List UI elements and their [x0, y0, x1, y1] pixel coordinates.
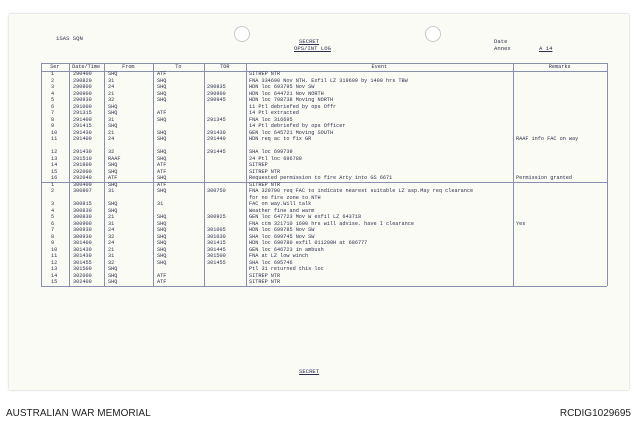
col-from: 32 [108, 259, 115, 266]
col-date-time: 301430 [73, 246, 92, 253]
col-date-time: 300830 [73, 207, 92, 214]
col-to: SHQ [157, 175, 167, 181]
unit-name: 1SAS SQN [56, 35, 83, 42]
col-to: SHQ [157, 90, 167, 97]
col-event: Requested permission to fire Arty into GS 6671 [249, 175, 393, 181]
col-date-time: 302000 [73, 272, 92, 279]
col-from: SHQ [108, 110, 118, 116]
col-to: 31 [157, 201, 164, 207]
col-event: HDN loc 693795 Nov SW [249, 84, 315, 90]
col-to: SHQ [157, 136, 167, 142]
col-from: 21 [108, 214, 115, 220]
col-date-time-header: Date/Time [72, 64, 101, 70]
col-date-time: 291000 [73, 103, 92, 110]
col-to-header: To [175, 64, 182, 70]
col-to: ATF [157, 71, 167, 77]
col-from: 31 [108, 116, 115, 123]
col-event: FNA 334690 Nov NTH. Exfil LZ 319699 by 1400 hrs TBW [249, 77, 408, 84]
col-date-time: 300900 [73, 220, 92, 227]
col-date-time: 291430 [73, 129, 92, 136]
col-event: HDN loc 644721 Nov NORTH [249, 90, 324, 97]
col-from: 24 [108, 84, 115, 90]
col-event: FNA loc 316695 [249, 116, 293, 123]
col-tor-header: TOR [220, 64, 230, 70]
col-event: HDN loc 690780 exfil 011200H at 686777 [249, 240, 368, 246]
col-ser: 14 [51, 272, 58, 279]
col-date-time: 301500 [73, 266, 92, 272]
col-date-time: 290800 [73, 84, 92, 90]
col-to: SHQ [157, 240, 167, 246]
col-ser: 6 [51, 103, 55, 110]
annex-label: Annex [494, 45, 511, 52]
col-event: SITREP [249, 162, 268, 168]
col-event: FAC on way.Will talk [249, 201, 312, 207]
col-tor: 290900 [207, 90, 226, 97]
col-tor: 301030 [207, 233, 226, 240]
col-to: SHQ [157, 77, 167, 84]
col-from: 31 [108, 188, 115, 194]
col-event: 14 Ptl extracted [249, 110, 299, 116]
col-ser: 15 [51, 279, 58, 285]
col-event: Ptl 31 returned this loc [249, 266, 324, 272]
col-event-header: Event [371, 64, 388, 70]
col-from: SHQ [108, 266, 118, 272]
col-date-time: 290930 [73, 97, 92, 103]
col-tor: 291440 [207, 136, 226, 142]
col-to: SHQ [157, 214, 167, 220]
col-ser: 10 [51, 246, 58, 253]
table-row [41, 279, 607, 286]
col-to: SHQ [157, 84, 167, 90]
col-to: SHQ [157, 220, 167, 227]
col-tor: 301005 [207, 227, 226, 233]
col-date-time: 290900 [73, 90, 92, 97]
col-ser: 5 [51, 214, 55, 220]
col-event: 14 Ptl debriefed by ops Officer [249, 123, 346, 129]
col-ser: 16 [51, 175, 58, 181]
col-date-time: 290400 [73, 71, 92, 77]
col-to: SHQ [157, 97, 167, 103]
log-title: OPS/INT LOG [294, 45, 331, 52]
col-remarks: Permission granted [516, 175, 573, 181]
col-from: SHQ [108, 103, 118, 110]
col-ser: 11 [51, 253, 58, 259]
col-ser: 2 [51, 77, 55, 84]
classification-bottom: SECRET [299, 368, 320, 375]
col-ser: 3 [51, 84, 55, 90]
col-from: 21 [108, 90, 115, 97]
col-date-time: 291415 [73, 123, 92, 129]
col-date-time: 302400 [73, 279, 92, 285]
col-date-time: 291510 [73, 155, 92, 162]
col-event: SITREP NTR [249, 181, 281, 188]
col-from: 24 [108, 227, 115, 233]
col-ser: 9 [51, 240, 55, 246]
col-date-time: 301455 [73, 259, 92, 266]
col-to: SHQ [157, 116, 167, 123]
col-ser: 10 [51, 129, 58, 136]
col-date-time: 290820 [73, 77, 92, 84]
punch-hole-right [425, 26, 441, 42]
col-ser: 8 [51, 116, 55, 123]
date-label: Date [494, 38, 508, 45]
col-from-header: From [122, 64, 135, 70]
col-remarks-header: Remarks [548, 64, 571, 70]
col-ser: 11 [51, 136, 58, 142]
col-from: SHQ [108, 279, 118, 285]
col-ser: 1 [51, 71, 55, 77]
col-date-time: 292040 [73, 175, 92, 181]
col-to: SHQ [157, 149, 167, 155]
col-ser: 7 [51, 227, 55, 233]
col-event: GEN loc 646723 in ambush [249, 246, 324, 253]
col-to: SHQ [157, 129, 167, 136]
col-from: SHQ [108, 123, 118, 129]
col-event: SHA loc 699745 Nov SW [249, 233, 315, 240]
col-tor: 301445 [207, 246, 226, 253]
col-tor: 301500 [207, 253, 226, 259]
col-date-time: 300815 [73, 201, 92, 207]
col-date-time: 300930 [73, 233, 92, 240]
col-tor: 291445 [207, 149, 226, 155]
col-ser: 7 [51, 110, 55, 116]
col-ser: 13 [51, 266, 58, 272]
col-date-time: 300400 [73, 181, 92, 188]
col-date-time: 291400 [73, 136, 92, 142]
col-ser: 5 [51, 97, 55, 103]
col-event: SITREP NTR [249, 272, 281, 279]
col-event: HDN loc 699785 Nov SW [249, 227, 315, 233]
col-to: SHQ [157, 188, 167, 194]
col-event: SITREP NTR [249, 279, 281, 285]
col-event: SITREP NTR [249, 71, 281, 77]
col-event: Weather fine and warm [249, 207, 315, 214]
col-from: SHQ [108, 162, 118, 168]
col-from: 24 [108, 136, 115, 142]
col-to: SHQ [157, 233, 167, 240]
col-from: 31 [108, 220, 115, 227]
col-event: GEN loc 645721 Moving SOUTH [249, 129, 334, 136]
col-ser: 12 [51, 149, 58, 155]
col-date-time: 291800 [73, 162, 92, 168]
col-event: GEN loc 647723 Mov W exfil LZ 643718 [249, 214, 362, 220]
col-date-time: 291315 [73, 110, 92, 116]
col-tor: 300750 [207, 188, 226, 194]
col-from: 24 [108, 240, 115, 246]
col-ser: 12 [51, 259, 58, 266]
col-from: SHQ [108, 201, 118, 207]
col-event: FNA 320700 req FAC to indicate nearest suitable LZ asp.May req clearance [249, 188, 474, 194]
col-event: for no fire zone to NTH [249, 194, 321, 201]
col-ser: 2 [51, 188, 55, 194]
col-to: SHQ [157, 227, 167, 233]
col-from: ATF [108, 175, 118, 181]
col-tor: 290835 [207, 84, 226, 90]
col-remarks: Yes [516, 220, 526, 227]
col-tor: 290945 [207, 97, 226, 103]
col-to: SHQ [157, 246, 167, 253]
col-ser: 3 [51, 201, 55, 207]
col-tor: 300925 [207, 214, 226, 220]
col-to: SHQ [157, 253, 167, 259]
col-to: ATF [157, 162, 167, 168]
col-remarks: RAAF info FAC on way [516, 136, 579, 142]
col-to: ATF [157, 168, 167, 175]
col-date-time: 291430 [73, 149, 92, 155]
col-event: FNA at LZ low winch [249, 253, 309, 259]
col-tor: 291345 [207, 116, 226, 123]
col-ser-header: Ser [50, 64, 60, 70]
col-to: SHQ [157, 155, 167, 162]
col-from: 31 [108, 77, 115, 84]
col-date-time: 292000 [73, 168, 92, 175]
footer-reference: RCDIG1029695 [559, 408, 631, 419]
col-event: 24 Ptl loc 696789 [249, 155, 302, 162]
col-ser: 13 [51, 155, 58, 162]
column-divider [607, 63, 608, 286]
col-tor: 291430 [207, 129, 226, 136]
col-from: 21 [108, 246, 115, 253]
annex-value: A 14 [539, 45, 553, 52]
col-from: RAAF [108, 155, 121, 162]
col-date-time: 301400 [73, 240, 92, 246]
col-event: HDN loc 708738 Moving NORTH [249, 97, 334, 103]
col-event: SHA loc 699739 [249, 149, 293, 155]
col-to: ATF [157, 110, 167, 116]
col-from: SHQ [108, 181, 118, 188]
table-header [41, 64, 607, 71]
col-from: 31 [108, 253, 115, 259]
col-event: HDN req ac to fix GR [249, 136, 312, 142]
col-ser: 8 [51, 233, 55, 240]
footer-institution: AUSTRALIAN WAR MEMORIAL [6, 408, 151, 419]
punch-hole-left [234, 26, 250, 42]
col-from: 21 [108, 129, 115, 136]
col-to: ATF [157, 279, 167, 285]
col-ser: 15 [51, 168, 58, 175]
col-ser: 14 [51, 162, 58, 168]
col-from: 32 [108, 97, 115, 103]
col-event: FNA ctm 321710 1600 hrs will advise. have I clearance [249, 220, 414, 227]
col-event: 11 Ptl debriefed by ops Offr [249, 103, 337, 110]
col-from: SHQ [108, 272, 118, 279]
col-from: SHQ [108, 168, 118, 175]
col-event: SHA loc 695746 [249, 259, 293, 266]
col-to: ATF [157, 272, 167, 279]
col-to: SHQ [157, 259, 167, 266]
col-date-time: 300807 [73, 188, 92, 194]
col-from: 32 [108, 233, 115, 240]
table-bottom-rule [41, 286, 607, 287]
col-date-time: 300930 [73, 227, 92, 233]
col-date-time: 291400 [73, 116, 92, 123]
col-tor: 301455 [207, 259, 226, 266]
col-ser: 4 [51, 90, 55, 97]
col-date-time: 301430 [73, 253, 92, 259]
col-from: SHQ [108, 71, 118, 77]
col-ser: 4 [51, 207, 55, 214]
col-tor: 301415 [207, 240, 226, 246]
col-ser: 6 [51, 220, 55, 227]
col-ser: 1 [51, 181, 55, 188]
col-from: SHQ [108, 207, 118, 214]
col-from: 32 [108, 149, 115, 155]
col-to: ATF [157, 181, 167, 188]
col-ser: 9 [51, 123, 55, 129]
col-date-time: 300830 [73, 214, 92, 220]
classification-top: SECRET [299, 38, 320, 45]
col-event: SITREP NTR [249, 168, 281, 175]
